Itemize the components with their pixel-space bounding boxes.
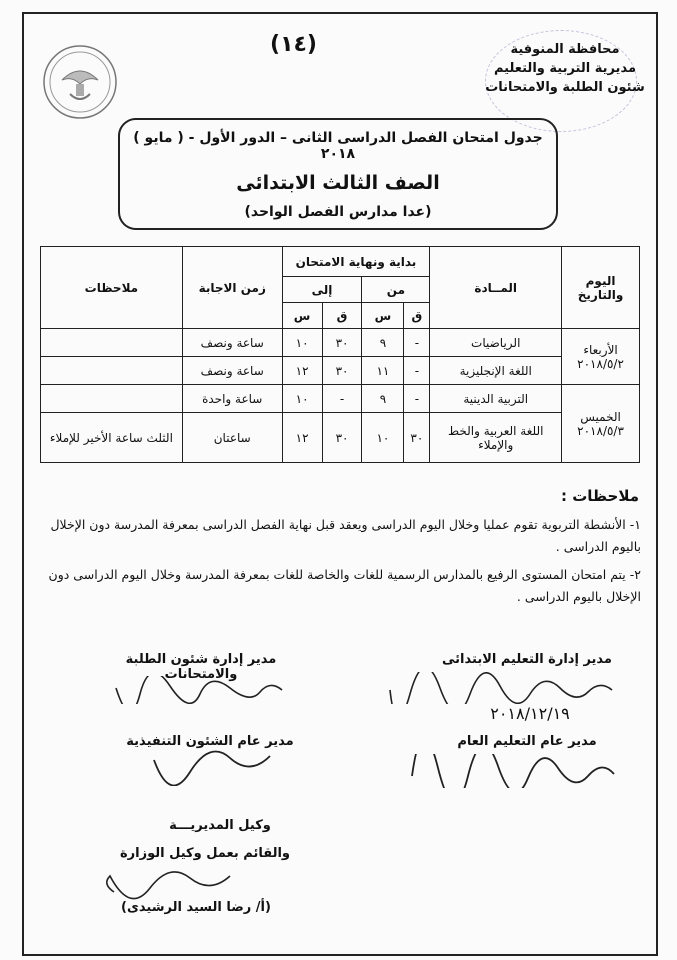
table-row xyxy=(41,329,640,357)
duration-cell: ساعة ونصف xyxy=(182,357,282,385)
header-from-q: ق xyxy=(404,303,430,329)
from-q-cell: - xyxy=(404,329,430,357)
duration-cell: ساعتان xyxy=(182,413,282,463)
department-label: شئون الطلبة والامتحانات xyxy=(485,80,645,95)
duration-cell: ساعة واحدة xyxy=(182,385,282,413)
general-ed-manager-title: مدير عام التعليم العام xyxy=(457,734,597,749)
executive-affairs-manager-title: مدير عام الشئون التنفيذية xyxy=(126,734,294,749)
students-affairs-manager-signature xyxy=(110,676,290,704)
subject-cell: اللغة الإنجليزية xyxy=(430,357,562,385)
table-row xyxy=(41,357,640,385)
header-from-s: س xyxy=(362,303,404,329)
title-box xyxy=(118,118,558,230)
to-s-cell: ١٢ xyxy=(282,357,322,385)
to-q-cell: ٣٠ xyxy=(322,329,362,357)
deputy-name: (أ/ رضا السيد الرشيدى) xyxy=(121,900,271,915)
header-from: من xyxy=(362,277,430,303)
subject-cell: التربية الدينية xyxy=(430,385,562,413)
general-ed-manager-signature xyxy=(402,754,622,788)
table-row xyxy=(41,385,640,413)
notes-cell: الثلث ساعة الأخير للإملاء xyxy=(41,413,183,463)
header-to-q: ق xyxy=(322,303,362,329)
header-day: اليوم والتاريخ xyxy=(562,247,640,329)
header-to: إلى xyxy=(282,277,362,303)
directorate-header xyxy=(485,40,645,97)
notes-cell xyxy=(41,357,183,385)
deputy-title-line-2: والقائم بعمل وكيل الوزارة xyxy=(120,846,290,861)
from-s-cell: ٩ xyxy=(362,329,404,357)
emblem-logo xyxy=(40,42,120,122)
page-number: (١٤) xyxy=(270,32,317,57)
notes-cell xyxy=(41,385,183,413)
subject-cell: الرياضيات xyxy=(430,329,562,357)
to-s-cell: ١٠ xyxy=(282,385,322,413)
day-cell: الأربعاء ٢٠١٨/٥/٢ xyxy=(562,329,640,385)
title-line-3: (عدا مدارس الفصل الواحد) xyxy=(244,204,432,220)
duration-cell: ساعة ونصف xyxy=(182,329,282,357)
from-s-cell: ٩ xyxy=(362,385,404,413)
header-to-s: س xyxy=(282,303,322,329)
students-affairs-manager-title: مدير إدارة شئون الطلبة والامتحانات xyxy=(125,652,277,682)
from-s-cell: ١١ xyxy=(362,357,404,385)
to-q-cell: - xyxy=(322,385,362,413)
from-s-cell: ١٠ xyxy=(362,413,404,463)
governorate-label: محافظة المنوفية xyxy=(510,42,620,57)
from-q-cell: - xyxy=(404,385,430,413)
title-line-2: الصف الثالث الابتدائى xyxy=(236,172,440,194)
header-span: بداية ونهاية الامتحان xyxy=(282,247,430,277)
header-subject: المــادة xyxy=(430,247,562,329)
note-item-2: ٢- يتم امتحان المستوى الرفيع بالمدارس الرسمية للغات والخاصة للغات بمعرفة المدرسة وخلال اليوم الدراسى دون الإخلال باليوم الدراسى . xyxy=(48,567,641,604)
to-s-cell: ١٢ xyxy=(282,413,322,463)
exam-schedule-table xyxy=(40,246,640,463)
to-q-cell: ٣٠ xyxy=(322,357,362,385)
table-row xyxy=(41,413,640,463)
header-duration: زمن الاجابة xyxy=(182,247,282,329)
notes-title: ملاحظات : xyxy=(560,487,639,505)
primary-ed-manager-signature xyxy=(380,672,620,704)
executive-affairs-manager-signature xyxy=(140,746,280,786)
to-s-cell: ١٠ xyxy=(282,329,322,357)
note-item-1: ١- الأنشطة التربوية تقوم عمليا وخلال اليوم الدراسى ويعقد قبل نهاية الفصل الدراسى بمعرفة المدرسة دون الإخلال باليوم الدراسى . xyxy=(50,517,641,554)
to-q-cell: ٣٠ xyxy=(322,413,362,463)
primary-ed-manager-title: مدير إدارة التعليم الابتدائى xyxy=(442,652,612,667)
title-line-1: جدول امتحان الفصل الدراسى الثانى – الدور الأول - ( مايو ) ٢٠١٨ xyxy=(133,130,543,162)
handwritten-date: ٢٠١٨/١٢/١٩ xyxy=(490,704,570,723)
notes-cell xyxy=(41,329,183,357)
deputy-signature xyxy=(90,864,240,904)
directorate-label: مديرية التربية والتعليم xyxy=(493,61,637,76)
header-notes: ملاحظات xyxy=(41,247,183,329)
from-q-cell: - xyxy=(404,357,430,385)
day-cell: الخميس ٢٠١٨/٥/٣ xyxy=(562,385,640,463)
deputy-title-line-1: وكيل المديريـــة xyxy=(169,818,271,833)
from-q-cell: ٣٠ xyxy=(404,413,430,463)
subject-cell: اللغة العربية والخط والإملاء xyxy=(430,413,562,463)
